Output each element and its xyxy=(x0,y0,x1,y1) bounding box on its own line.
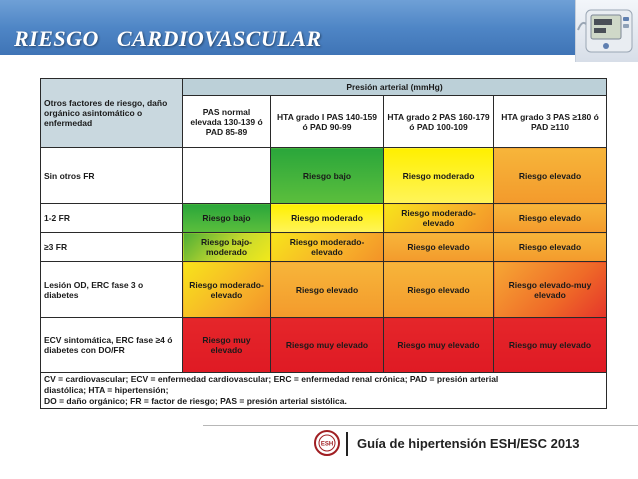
row-label: Sin otros FR xyxy=(41,148,183,204)
corner-header: Otros factores de riesgo, daño orgánico asintomático o enfermedad xyxy=(41,79,183,148)
risk-cell: Riesgo elevado xyxy=(494,233,607,262)
column-header: HTA grado 2 PAS 160-179 ó PAD 100-109 xyxy=(384,96,494,148)
title-banner xyxy=(0,0,638,55)
risk-table xyxy=(40,78,607,409)
risk-cell: Riesgo muy elevado xyxy=(494,318,607,373)
footer-separator xyxy=(346,432,348,456)
table-row xyxy=(41,204,607,233)
risk-cell: Riesgo moderado-elevado xyxy=(271,233,384,262)
risk-cell: Riesgo elevado xyxy=(494,148,607,204)
row-label: 1-2 FR xyxy=(41,204,183,233)
risk-cell: Riesgo muy elevado xyxy=(271,318,384,373)
risk-cell: Riesgo elevado xyxy=(384,262,494,318)
risk-cell: Riesgo elevado-muy elevado xyxy=(494,262,607,318)
abbreviations-footnote xyxy=(41,373,607,409)
source-citation: Guía de hipertensión ESH/ESC 2013 xyxy=(357,436,580,451)
table-row xyxy=(41,233,607,262)
risk-cell: Riesgo muy elevado xyxy=(384,318,494,373)
risk-cell: Riesgo muy elevado xyxy=(183,318,271,373)
risk-cell: Riesgo moderado-elevado xyxy=(183,262,271,318)
slide-title: RIESGO CARDIOVASCULAR xyxy=(14,26,322,51)
esh-logo-icon xyxy=(314,430,340,456)
column-header: HTA grado 3 PAS ≥180 ó PAD ≥110 xyxy=(494,96,607,148)
risk-cell: Riesgo bajo xyxy=(271,148,384,204)
footer-divider xyxy=(203,425,638,426)
table-row xyxy=(41,262,607,318)
row-label: ≥3 FR xyxy=(41,233,183,262)
blood-pressure-group-header: Presión arterial (mmHg) xyxy=(183,79,607,96)
risk-cell: Riesgo moderado xyxy=(384,148,494,204)
risk-cell: Riesgo bajo xyxy=(183,204,271,233)
column-header: HTA grado I PAS 140-159 ó PAD 90-99 xyxy=(271,96,384,148)
row-label: ECV sintomática, ERC fase ≥4 ó diabetes con DO/FR xyxy=(41,318,183,373)
risk-cell: Riesgo elevado xyxy=(494,204,607,233)
footnote-line: diastólica; HTA = hipertensión; xyxy=(44,385,169,395)
footnote-row xyxy=(41,373,607,409)
esh-logo-text: ESH xyxy=(320,441,334,448)
row-label: Lesión OD, ERC fase 3 o diabetes xyxy=(41,262,183,318)
risk-cell: Riesgo elevado xyxy=(384,233,494,262)
table-row xyxy=(41,318,607,373)
blood-pressure-monitor-icon xyxy=(575,0,638,62)
risk-cell: Riesgo moderado xyxy=(271,204,384,233)
column-header: PAS normal elevada 130-139 ó PAD 85-89 xyxy=(183,96,271,148)
risk-cell: Riesgo moderado-elevado xyxy=(384,204,494,233)
risk-cell: Riesgo elevado xyxy=(271,262,384,318)
table-row xyxy=(41,148,607,204)
footnote-line: CV = cardiovascular; ECV = enfermedad cardiovascular; ERC = enfermedad renal crónica; PAD = presión arterial xyxy=(44,374,499,384)
risk-cell xyxy=(183,148,271,204)
footnote-line: DO = daño orgánico; FR = factor de riesgo; PAS = presión arterial sistólica. xyxy=(44,396,347,406)
risk-cell: Riesgo bajo-moderado xyxy=(183,233,271,262)
